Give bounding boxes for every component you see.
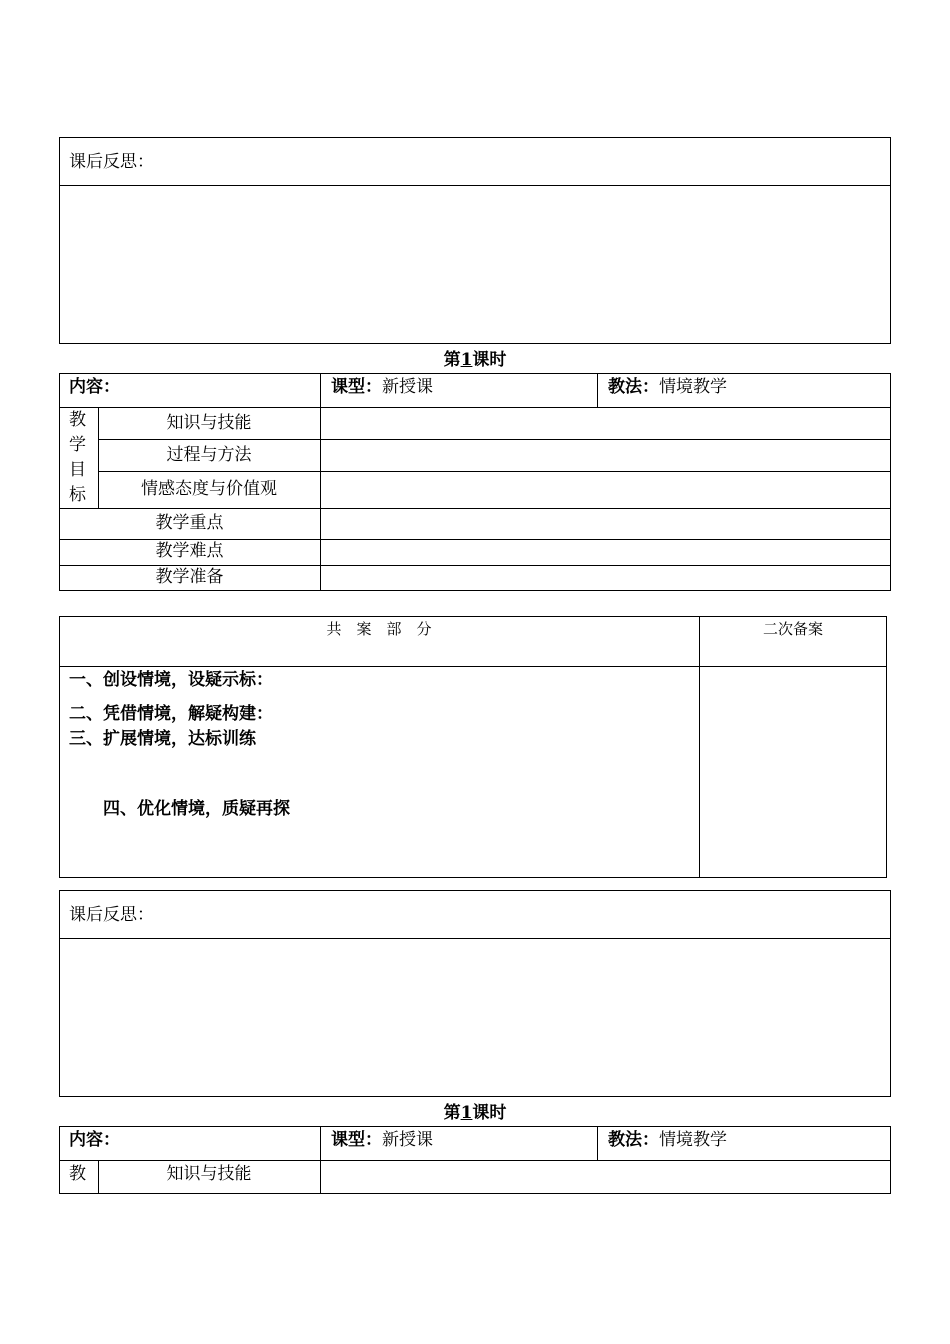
second-plan-header: 二次备案 [762,620,823,638]
type-field [331,1132,433,1149]
step-1: 一、创设情境，设疑示标： [69,670,273,690]
reflection-label: 课后反思： [69,152,154,172]
type-value: 新授课 [382,377,433,397]
goals-group-char: 学 [69,435,86,455]
method-label: 教法： [608,1130,659,1150]
goal-process: 过程与方法 [166,445,252,465]
content-label: 内容： [69,1130,120,1150]
row-key-points: 教学重点 [155,513,224,533]
table-row-divider [98,471,891,472]
shared-col-divider [699,616,700,878]
goals-group-char: 目 [69,460,86,480]
type-label: 课型： [331,377,382,397]
table-row-divider [59,539,891,540]
content-label: 内容： [69,377,120,397]
table-col-divider [597,373,598,408]
row-preparation: 教学准备 [155,567,224,587]
lesson-title [0,352,950,369]
shared-header: 共 案 部 分 [326,620,432,638]
table-row-divider [59,1160,891,1161]
lesson-title-prefix: 第 [443,350,461,370]
method-value: 情境教学 [659,377,727,397]
table-col-divider [597,1126,598,1161]
type-label: 课型： [331,1130,382,1150]
step-2: 二、凭借情境，解疑构建： [69,704,273,724]
method-label: 教法： [608,377,659,397]
goals-group-char: 教 [69,1164,86,1184]
lesson-number: 1 [460,350,473,370]
lesson-title-suffix: 课时 [472,1103,507,1123]
row-difficulties: 教学难点 [155,541,224,561]
reflection-box-1 [59,137,891,344]
reflection-divider-2 [59,938,891,939]
step-3: 三、扩展情境，达标训练 [69,729,256,749]
lesson-title-prefix: 第 [443,1103,461,1123]
table-col-divider [320,407,321,591]
reflection-label: 课后反思： [69,905,154,925]
method-field [608,379,727,396]
goals-group-char: 标 [69,485,86,505]
goal-knowledge: 知识与技能 [166,1164,252,1184]
method-field [608,1132,727,1149]
shared-row-divider [59,666,887,667]
goal-attitude: 情感态度与价值观 [141,479,277,499]
lesson-number: 1 [460,1103,473,1123]
goal-knowledge: 知识与技能 [166,413,252,433]
lesson-title [0,1105,950,1122]
table-row-divider [59,565,891,566]
reflection-divider-1 [59,185,891,186]
type-field [331,379,433,396]
table-row-divider [59,407,891,408]
step-4: 四、优化情境，质疑再探 [103,799,290,819]
type-value: 新授课 [382,1130,433,1150]
lesson-title-suffix: 课时 [472,350,507,370]
table-row-divider [98,439,891,440]
table-col-divider [320,1126,321,1194]
table-row-divider [59,508,891,509]
reflection-box-2 [59,890,891,1097]
table-col-divider [320,373,321,408]
method-value: 情境教学 [659,1130,727,1150]
goals-group-char: 教 [69,410,86,430]
